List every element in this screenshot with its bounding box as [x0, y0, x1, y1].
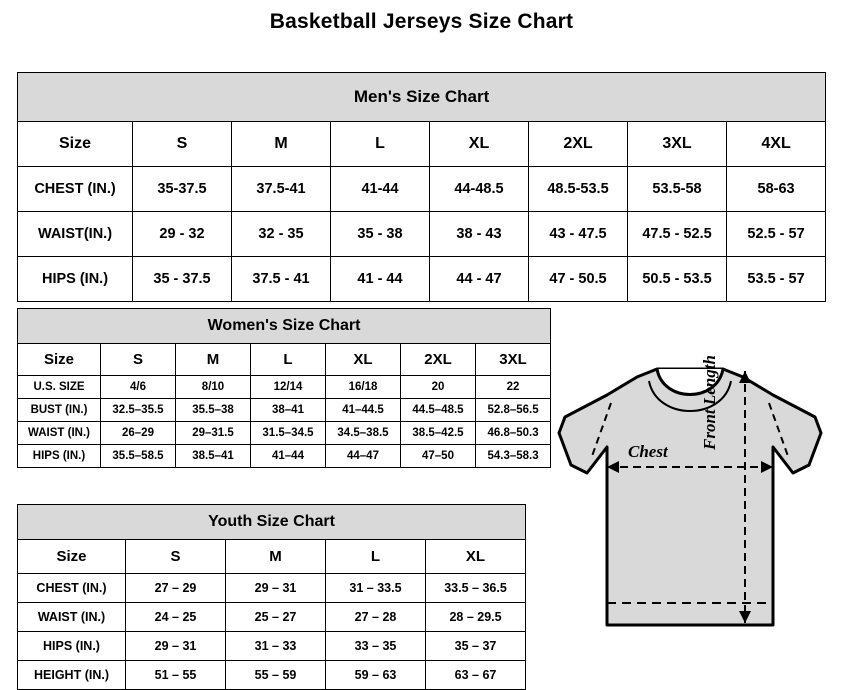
mens-hips-l: 41 - 44	[331, 257, 430, 302]
womens-col-size: Size	[18, 344, 101, 376]
youth-hips-l: 33 – 35	[326, 632, 426, 661]
youth-col-s: S	[126, 540, 226, 574]
womens-col-m: M	[176, 344, 251, 376]
womens-col-3xl: 3XL	[476, 344, 551, 376]
mens-row-label-waist: WAIST(IN.)	[18, 212, 133, 257]
mens-waist-2xl: 43 - 47.5	[529, 212, 628, 257]
shirt-outline	[559, 369, 821, 625]
womens-ussize-m: 8/10	[176, 376, 251, 399]
womens-bust-3xl: 52.8–56.5	[476, 399, 551, 422]
womens-bust-l: 38–41	[251, 399, 326, 422]
womens-ussize-xl: 16/18	[326, 376, 401, 399]
womens-row-label-hips: HIPS (IN.)	[18, 445, 101, 468]
youth-table-caption-row	[18, 505, 526, 540]
womens-hips-xl: 44–47	[326, 445, 401, 468]
mens-chest-3xl: 53.5-58	[628, 167, 727, 212]
womens-bust-s: 32.5–35.5	[101, 399, 176, 422]
mens-hips-xl: 44 - 47	[430, 257, 529, 302]
mens-row-label-chest: CHEST (IN.)	[18, 167, 133, 212]
mens-hips-2xl: 47 - 50.5	[529, 257, 628, 302]
youth-waist-xl: 28 – 29.5	[426, 603, 526, 632]
table-row	[18, 212, 826, 257]
womens-hips-3xl: 54.3–58.3	[476, 445, 551, 468]
youth-height-xl: 63 – 67	[426, 661, 526, 690]
youth-table-caption: Youth Size Chart	[18, 505, 526, 540]
youth-chest-m: 29 – 31	[226, 574, 326, 603]
mens-waist-xl: 38 - 43	[430, 212, 529, 257]
mens-hips-m: 37.5 - 41	[232, 257, 331, 302]
youth-col-m: M	[226, 540, 326, 574]
youth-waist-s: 24 – 25	[126, 603, 226, 632]
womens-col-2xl: 2XL	[401, 344, 476, 376]
womens-waist-xl: 34.5–38.5	[326, 422, 401, 445]
mens-column-header-row	[18, 122, 826, 167]
mens-col-m: M	[232, 122, 331, 167]
womens-table-caption-row	[18, 309, 551, 344]
youth-hips-xl: 35 – 37	[426, 632, 526, 661]
mens-waist-l: 35 - 38	[331, 212, 430, 257]
womens-waist-m: 29–31.5	[176, 422, 251, 445]
womens-ussize-2xl: 20	[401, 376, 476, 399]
youth-col-l: L	[326, 540, 426, 574]
womens-row-label-waist: WAIST (IN.)	[18, 422, 101, 445]
mens-table-caption-row	[18, 73, 826, 122]
womens-hips-l: 41–44	[251, 445, 326, 468]
womens-ussize-s: 4/6	[101, 376, 176, 399]
mens-col-4xl: 4XL	[727, 122, 826, 167]
mens-hips-s: 35 - 37.5	[133, 257, 232, 302]
mens-chest-2xl: 48.5-53.5	[529, 167, 628, 212]
mens-chest-xl: 44-48.5	[430, 167, 529, 212]
table-row	[18, 445, 551, 468]
mens-chest-4xl: 58-63	[727, 167, 826, 212]
womens-hips-2xl: 47–50	[401, 445, 476, 468]
mens-hips-4xl: 53.5 - 57	[727, 257, 826, 302]
youth-chest-xl: 33.5 – 36.5	[426, 574, 526, 603]
mens-col-3xl: 3XL	[628, 122, 727, 167]
womens-waist-3xl: 46.8–50.3	[476, 422, 551, 445]
womens-waist-2xl: 38.5–42.5	[401, 422, 476, 445]
mens-row-label-hips: HIPS (IN.)	[18, 257, 133, 302]
womens-hips-s: 35.5–58.5	[101, 445, 176, 468]
mens-hips-3xl: 50.5 - 53.5	[628, 257, 727, 302]
youth-waist-l: 27 – 28	[326, 603, 426, 632]
mens-waist-s: 29 - 32	[133, 212, 232, 257]
youth-hips-s: 29 – 31	[126, 632, 226, 661]
mens-chest-s: 35-37.5	[133, 167, 232, 212]
mens-col-2xl: 2XL	[529, 122, 628, 167]
youth-height-m: 55 – 59	[226, 661, 326, 690]
table-row	[18, 257, 826, 302]
front-length-label: Front Length	[700, 355, 719, 450]
youth-height-s: 51 – 55	[126, 661, 226, 690]
chest-label: Chest	[628, 442, 668, 461]
womens-waist-s: 26–29	[101, 422, 176, 445]
womens-col-xl: XL	[326, 344, 401, 376]
mens-chest-l: 41-44	[331, 167, 430, 212]
youth-hips-m: 31 – 33	[226, 632, 326, 661]
womens-col-s: S	[101, 344, 176, 376]
womens-ussize-3xl: 22	[476, 376, 551, 399]
mens-col-size: Size	[18, 122, 133, 167]
womens-bust-xl: 41–44.5	[326, 399, 401, 422]
youth-row-label-chest: CHEST (IN.)	[18, 574, 126, 603]
womens-col-l: L	[251, 344, 326, 376]
mens-col-l: L	[331, 122, 430, 167]
womens-table-caption: Women's Size Chart	[18, 309, 551, 344]
youth-row-label-hips: HIPS (IN.)	[18, 632, 126, 661]
table-row	[18, 167, 826, 212]
jersey-measurement-diagram	[545, 355, 835, 675]
table-row	[18, 632, 526, 661]
mens-size-chart-table	[17, 72, 826, 302]
womens-column-header-row	[18, 344, 551, 376]
youth-waist-m: 25 – 27	[226, 603, 326, 632]
table-row	[18, 574, 526, 603]
mens-col-s: S	[133, 122, 232, 167]
womens-bust-2xl: 44.5–48.5	[401, 399, 476, 422]
mens-waist-4xl: 52.5 - 57	[727, 212, 826, 257]
table-row	[18, 399, 551, 422]
jersey-shirt-icon	[545, 355, 835, 675]
womens-row-label-bust: BUST (IN.)	[18, 399, 101, 422]
mens-col-xl: XL	[430, 122, 529, 167]
youth-col-xl: XL	[426, 540, 526, 574]
youth-chest-l: 31 – 33.5	[326, 574, 426, 603]
youth-height-l: 59 – 63	[326, 661, 426, 690]
table-row	[18, 661, 526, 690]
youth-row-label-height: HEIGHT (IN.)	[18, 661, 126, 690]
womens-ussize-l: 12/14	[251, 376, 326, 399]
mens-chest-m: 37.5-41	[232, 167, 331, 212]
youth-chest-s: 27 – 29	[126, 574, 226, 603]
womens-hips-m: 38.5–41	[176, 445, 251, 468]
youth-column-header-row	[18, 540, 526, 574]
womens-size-chart-table	[17, 308, 551, 468]
womens-bust-m: 35.5–38	[176, 399, 251, 422]
youth-row-label-waist: WAIST (IN.)	[18, 603, 126, 632]
womens-waist-l: 31.5–34.5	[251, 422, 326, 445]
mens-waist-3xl: 47.5 - 52.5	[628, 212, 727, 257]
table-row	[18, 376, 551, 399]
youth-col-size: Size	[18, 540, 126, 574]
mens-waist-m: 32 - 35	[232, 212, 331, 257]
page-title: Basketball Jerseys Size Chart	[269, 10, 574, 33]
youth-size-chart-table	[17, 504, 526, 690]
mens-table-caption: Men's Size Chart	[18, 73, 826, 122]
table-row	[18, 422, 551, 445]
womens-row-label-us-size: U.S. SIZE	[18, 376, 101, 399]
table-row	[18, 603, 526, 632]
